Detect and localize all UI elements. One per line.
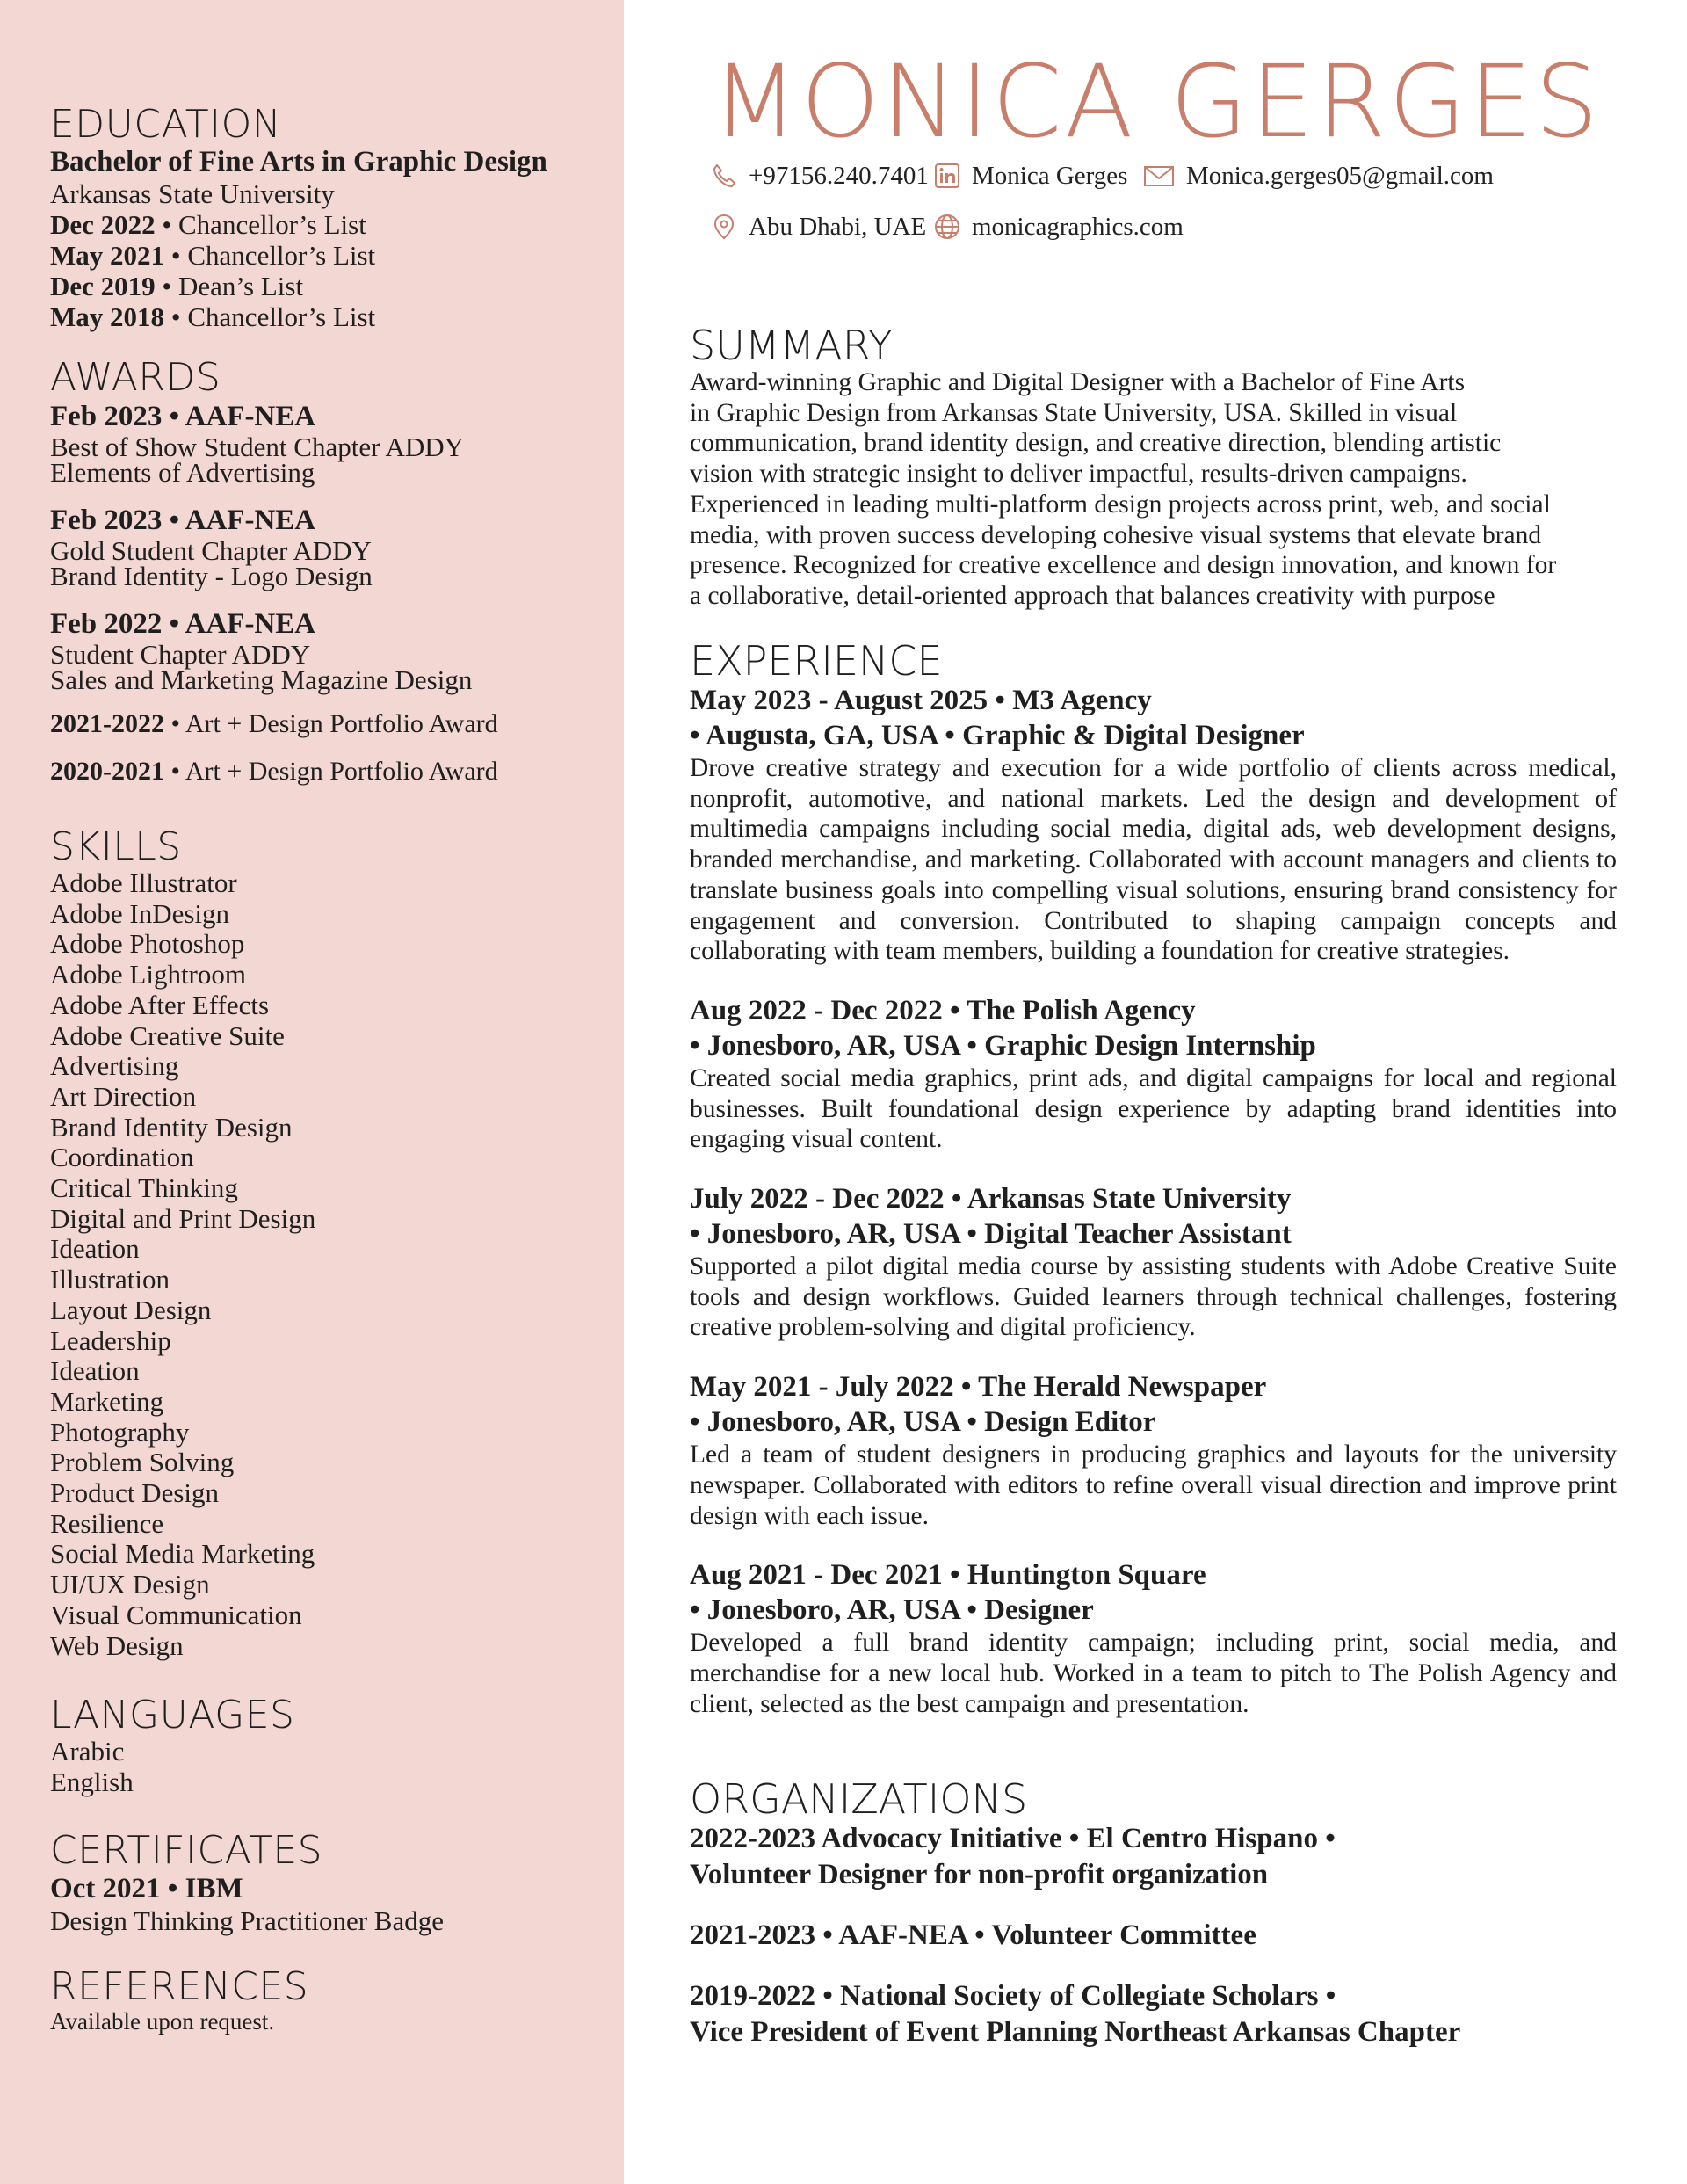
honor-item: [50, 301, 612, 332]
job-description: Created social media graphics, print ads, and digital campaigns for local and regional businesses. Built foundational design experience by adapting brand identities into engaging visual content.: [690, 1063, 1617, 1154]
skill-item: Visual Communication: [50, 1599, 302, 1630]
skill-item: Adobe After Effects: [50, 989, 270, 1020]
globe-icon: [933, 213, 961, 241]
skill-item: Coordination: [50, 1142, 194, 1173]
experience-title: EXPERIENCE: [690, 637, 943, 685]
honor-item: [50, 209, 612, 240]
skill-item: Brand Identity Design: [50, 1111, 293, 1143]
skill-item: Digital and Print Design: [50, 1202, 316, 1234]
skill-item: Marketing: [50, 1385, 164, 1417]
summary-line: Award-winning Graphic and Digital Designer with a Bachelor of Fine Arts: [690, 368, 1466, 396]
skill-item: Illustration: [50, 1264, 170, 1295]
organization-item: [690, 1821, 1617, 1893]
award-item: [50, 399, 612, 488]
job-list: [690, 683, 1617, 1719]
references-section: [50, 1963, 612, 2035]
sidebar: [0, 0, 624, 2184]
language-item: English: [50, 1766, 134, 1797]
email-text: Monica.gerges05@gmail.com: [1186, 162, 1494, 190]
name-heading: MONICA GERGES: [712, 43, 1602, 160]
honor-item: [50, 240, 612, 271]
organizations-title: ORGANIZATIONS: [690, 1775, 1028, 1823]
honor-text: • Chancellor’s List: [155, 209, 366, 240]
summary-line: a collaborative, detail-oriented approach that balances creativity with purpose: [690, 581, 1495, 610]
phone-icon: [710, 162, 738, 190]
skill-item: Problem Solving: [50, 1447, 235, 1478]
location-text: Abu Dhabi, UAE: [749, 213, 927, 241]
awards-section: [50, 357, 612, 787]
summary-line: communication, brand identity design, and creative direction, blending artistic: [690, 429, 1502, 458]
honor-text: • Dean’s List: [155, 271, 304, 301]
organization-line: 2019-2022 • National Society of Collegiate Scholars •: [690, 1980, 1336, 2012]
job-description: Led a team of student designers in producing graphics and layouts for the university newspaper. Collaborated with editors to refine overall visual direction and improve print design with each issue.: [690, 1440, 1617, 1530]
skill-item: Web Design: [50, 1629, 184, 1661]
sidebar-content: [50, 104, 612, 2035]
contact-email[interactable]: [1142, 161, 1494, 191]
award-line: Best of Show Student Chapter ADDY: [50, 432, 465, 462]
job-description: Supported a pilot digital media course by assisting students with Adobe Creative Suite tools and design workflows. Guided learners through technical challenges, fostering creative problem-solving and digital proficiency.: [690, 1252, 1617, 1342]
skill-item: Ideation: [50, 1355, 140, 1387]
summary-line: Experienced in leading multi-platform design projects across print, web, and social: [690, 490, 1551, 519]
certificate-head: Oct 2021 • IBM: [50, 1872, 243, 1905]
job-item: [690, 993, 1617, 1155]
organization-line: 2022-2023 Advocacy Initiative • El Centro Hispano •: [690, 1823, 1336, 1854]
skill-item: Ideation: [50, 1233, 140, 1265]
skills-title: SKILLS: [50, 824, 182, 869]
job-title-line: July 2022 - Dec 2022 • Arkansas State University: [690, 1183, 1292, 1215]
phone-text: +97156.240.7401: [749, 162, 929, 190]
organization-line: 2021-2023 • AAF-NEA • Volunteer Committee: [690, 1919, 1256, 1951]
job-role-line: • Jonesboro, AR, USA • Digital Teacher Assistant: [690, 1218, 1292, 1251]
job-title-line: Aug 2022 - Dec 2022 • The Polish Agency: [690, 994, 1196, 1027]
job-description: Drove creative strategy and execution for a wide portfolio of clients across medical, nonprofit, automotive, and national markets. Led the design and development of multimedia campaigns including social media, digital ads, web development designs, branded merchandise, and marketing. Collaborated with account managers and clients to translate business goals into compelling visual solutions, ensuring brand consistency for engagement and conversion. Contributed to shaping campaign concepts and collaborating with team members, building a foundation for creative strategies.: [690, 754, 1617, 966]
organization-item: [690, 1918, 1617, 1954]
organization-line: Volunteer Designer for non-profit organization: [690, 1859, 1269, 1890]
education-section: [50, 104, 612, 332]
award-year: 2021-2022: [50, 709, 164, 738]
award-head: Feb 2023 • AAF-NEA: [50, 401, 316, 432]
summary-section: [690, 323, 1617, 612]
job-title-line: May 2023 - August 2025 • M3 Agency: [690, 685, 1152, 716]
organization-item: [690, 1978, 1617, 2050]
skill-item: Photography: [50, 1416, 190, 1448]
job-role-line: • Augusta, GA, USA • Graphic & Digital Designer: [690, 720, 1305, 751]
job-item: [690, 1369, 1617, 1531]
job-description: Developed a full brand identity campaign; including print, social media, and merchandise for a new local hub. Worked in a team to pitch to The Polish Agency and client, selected as the best campaign and presentation.: [690, 1629, 1617, 1718]
skill-item: Product Design: [50, 1477, 220, 1509]
summary-line: presence. Recognized for creative excellence and design innovation, and known for: [690, 551, 1557, 580]
skill-item: Layout Design: [50, 1294, 212, 1325]
job-role-line: • Jonesboro, AR, USA • Designer: [690, 1594, 1094, 1627]
honor-date: May 2018: [50, 301, 165, 332]
award-line: Sales and Marketing Magazine Design: [50, 664, 473, 695]
job-role-line: • Jonesboro, AR, USA • Design Editor: [690, 1406, 1156, 1439]
organization-line: Vice President of Event Planning Northeast Arkansas Chapter: [690, 2016, 1461, 2048]
organizations-section: [690, 1777, 1617, 2075]
summary-line: vision with strategic insight to deliver impactful, results-driven campaigns.: [690, 460, 1467, 489]
school: Arkansas State University: [50, 178, 335, 209]
skill-item: Adobe InDesign: [50, 897, 230, 929]
language-item: Arabic: [50, 1736, 125, 1767]
summary-line: in Graphic Design from Arkansas State University, USA. Skilled in visual: [690, 398, 1458, 427]
contact-location: [710, 212, 926, 242]
location-pin-icon: [710, 213, 738, 241]
summary-line: media, with proven success developing cohesive visual systems that elevate brand: [690, 520, 1542, 549]
award-year: 2020-2021: [50, 757, 164, 786]
award-head: Feb 2022 • AAF-NEA: [50, 608, 316, 640]
skill-item: Art Direction: [50, 1080, 197, 1112]
education-title: EDUCATION: [50, 102, 282, 147]
contact-linkedin[interactable]: [933, 161, 1127, 191]
mail-icon: [1142, 162, 1176, 190]
award-inline-item: [50, 756, 612, 787]
summary-title: SUMMARY: [690, 322, 893, 369]
job-item: [690, 1557, 1617, 1719]
honor-date: May 2021: [50, 240, 165, 271]
award-line: Brand Identity - Logo Design: [50, 561, 373, 591]
skills-list: [50, 868, 612, 1661]
award-line: Elements of Advertising: [50, 457, 315, 488]
honor-date: Dec 2022: [50, 209, 156, 240]
skill-item: Advertising: [50, 1050, 179, 1082]
contact-phone: [710, 161, 929, 191]
certificates-title: CERTIFICATES: [50, 1827, 323, 1873]
website-text: monicagraphics.com: [972, 213, 1184, 241]
linkedin-text: Monica Gerges: [972, 162, 1128, 190]
summary-text: [690, 367, 1617, 612]
skill-item: Adobe Photoshop: [50, 928, 245, 960]
degree: Bachelor of Fine Arts in Graphic Design: [50, 146, 547, 178]
skill-item: Adobe Lightroom: [50, 959, 246, 990]
job-title-line: Aug 2021 - Dec 2021 • Huntington Square: [690, 1559, 1206, 1592]
skill-item: Adobe Illustrator: [50, 867, 237, 898]
job-role-line: • Jonesboro, AR, USA • Graphic Design Internship: [690, 1029, 1316, 1062]
skill-item: Adobe Creative Suite: [50, 1019, 285, 1051]
references-title: REFERENCES: [50, 1963, 309, 2009]
award-item: [50, 606, 612, 693]
skills-section: [50, 826, 612, 1661]
award-item: [50, 503, 612, 589]
contact-website[interactable]: [933, 212, 1184, 242]
certificates-section: [50, 1827, 612, 1936]
honor-date: Dec 2019: [50, 271, 156, 301]
experience-section: [690, 639, 1617, 1745]
references-text: Available upon request.: [50, 2007, 275, 2035]
awards-title: AWARDS: [50, 355, 221, 400]
award-text: • Art + Design Portfolio Award: [164, 709, 498, 738]
job-item: [690, 683, 1617, 967]
organization-list: [690, 1821, 1617, 2050]
skill-item: Leadership: [50, 1324, 171, 1356]
award-text: • Art + Design Portfolio Award: [164, 757, 498, 786]
languages-section: [50, 1694, 612, 1797]
job-item: [690, 1181, 1617, 1343]
job-title-line: May 2021 - July 2022 • The Herald Newspaper: [690, 1371, 1267, 1404]
languages-title: LANGUAGES: [50, 1693, 295, 1738]
honor-item: [50, 271, 612, 301]
skill-item: Resilience: [50, 1507, 164, 1539]
award-inline-item: [50, 708, 612, 740]
award-line: Student Chapter ADDY: [50, 639, 311, 670]
award-line: Gold Student Chapter ADDY: [50, 535, 372, 566]
honor-text: • Chancellor’s List: [164, 301, 376, 332]
certificate-text: Design Thinking Practitioner Badge: [50, 1905, 444, 1936]
skill-item: Social Media Marketing: [50, 1538, 315, 1570]
honor-text: • Chancellor’s List: [164, 240, 376, 271]
award-head: Feb 2023 • AAF-NEA: [50, 504, 316, 536]
linkedin-icon: [933, 162, 961, 190]
skill-item: UI/UX Design: [50, 1569, 210, 1600]
skill-item: Critical Thinking: [50, 1172, 238, 1204]
